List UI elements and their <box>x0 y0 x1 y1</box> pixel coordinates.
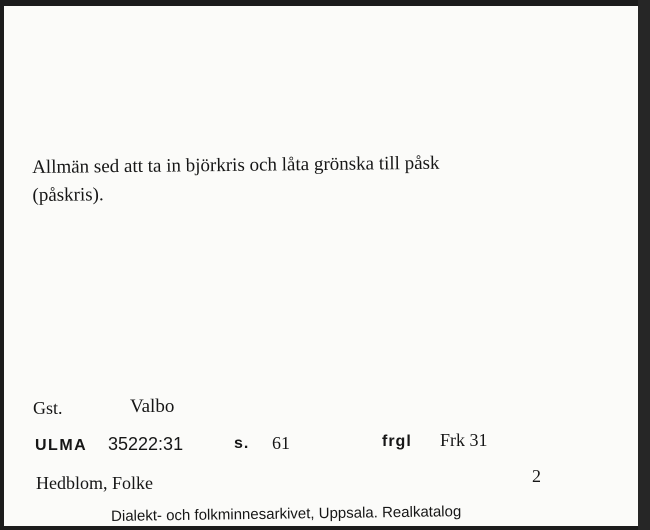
ulma-label: ULMA <box>35 437 88 454</box>
archive-card <box>4 6 638 526</box>
informant-name: Hedblom, Folke <box>36 473 153 493</box>
scan-edge <box>638 0 650 530</box>
gst-label: Gst. <box>33 398 63 418</box>
archive-footer: Dialekt- och folkminnesarkivet, Uppsala. Realkatalog <box>111 503 462 525</box>
card-number: 2 <box>532 466 541 486</box>
description-line-2: (påskris). <box>32 184 104 206</box>
s-label: s. <box>234 435 250 452</box>
ulma-value: 35222:31 <box>108 434 184 454</box>
card-description <box>32 148 593 210</box>
description-line-1: Allmän sed att ta in björkris och låta grönska till påsk <box>32 152 440 178</box>
frgl-value: Frk 31 <box>440 430 488 450</box>
s-value: 61 <box>272 433 290 453</box>
frgl-label: frgl <box>382 433 412 450</box>
gst-value: Valbo <box>130 396 175 417</box>
